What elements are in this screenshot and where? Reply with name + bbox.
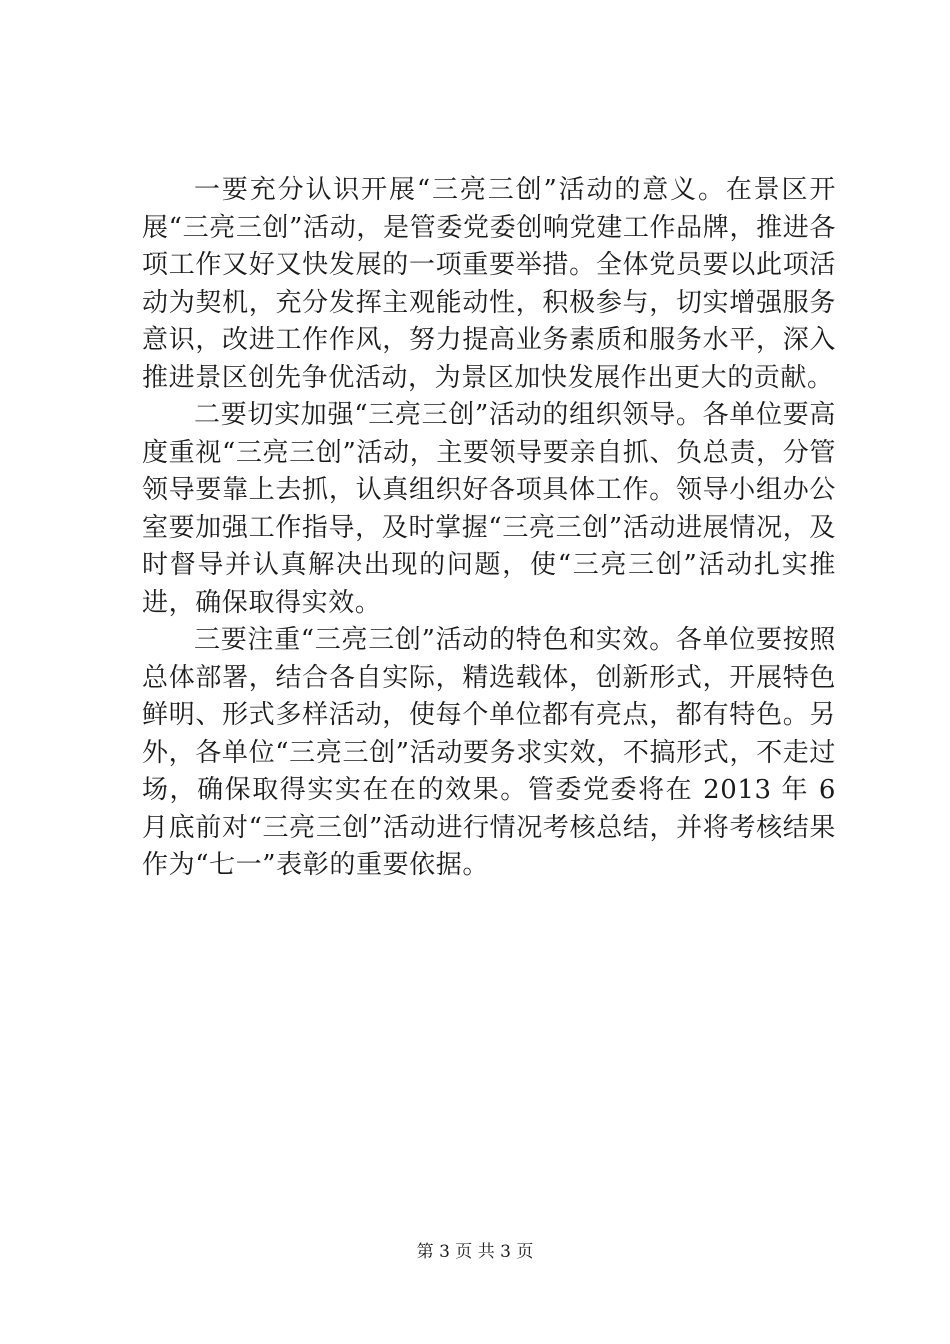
paragraph-1: 一要充分认识开展“三亮三创”活动的意义。在景区开展“三亮三创”活动，是管委党委创响党建工作品牌，推进各项工作又好又快发展的一项重要举措。全体党员要以此项活动为契机，充分发挥主观能动性，积极参与，切实增强服务意识，改进工作作风，努力提高业务素质和服务水平，深入推进景区创先争优活动，为景区加快发展作出更大的贡献。 <box>142 175 836 393</box>
page-number-label: 第 3 页 共 3 页 <box>416 1242 534 1262</box>
document-body <box>142 172 836 885</box>
paragraph-3: 三要注重“三亮三创”活动的特色和实效。各单位要按照总体部署，结合各自实际，精选载体，创新形式，开展特色鲜明、形式多样活动，使每个单位都有亮点，都有特色。另外，各单位“三亮三创”活动要务求实效，不搞形式，不走过场，确保取得实实在在的效果。管委党委将在 2013 年 6 月底前对“三亮三创”活动进行情况考核总结，并将考核结果作为“七一”表彰的重要依据。 <box>142 625 836 880</box>
paragraph-2: 二要切实加强“三亮三创”活动的组织领导。各单位要高度重视“三亮三创”活动，主要领导要亲自抓、负总责，分管领导要靠上去抓，认真组织好各项具体工作。领导小组办公室要加强工作指导，及时掌握“三亮三创”活动进展情况，及时督导并认真解决出现的问题，使“三亮三创”活动扎实推进，确保取得实效。 <box>142 400 836 618</box>
page-footer <box>0 1240 950 1264</box>
